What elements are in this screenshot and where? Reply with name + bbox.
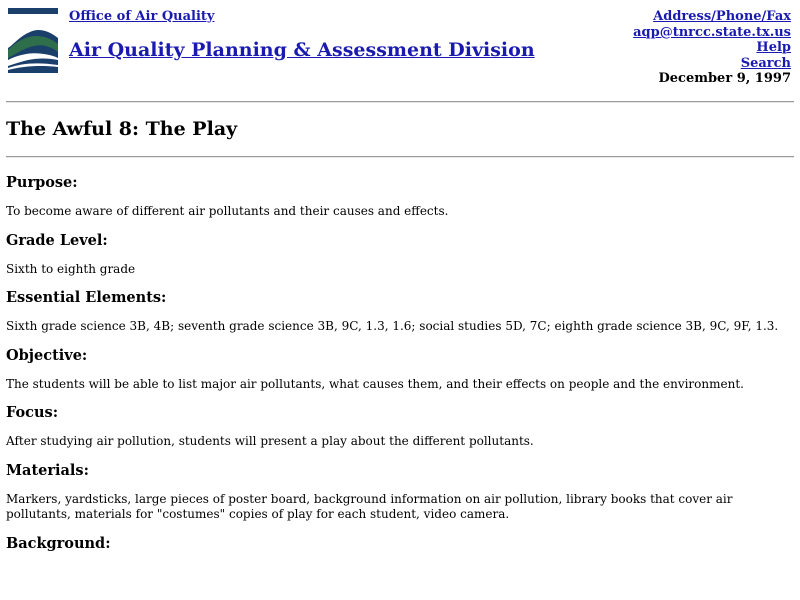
section-text: Markers, yardsticks, large pieces of poster board, background information on air pollution, library books that cover air pollutants, materials for "costumes" copies of play for each student, video camera. — [6, 491, 733, 521]
section-heading: Grade Level: — [6, 231, 108, 249]
office-of-air-quality-link[interactable]: Office of Air Quality — [69, 9, 215, 24]
section-materials — [6, 462, 794, 523]
title-divider — [6, 156, 794, 158]
section-heading: Objective: — [6, 346, 88, 364]
section-heading: Background: — [6, 534, 111, 552]
section-background — [6, 535, 794, 553]
section-focus — [6, 404, 794, 450]
section-essential-elements — [6, 289, 794, 335]
header-divider — [6, 101, 794, 103]
section-objective — [6, 347, 794, 393]
section-text: Sixth grade science 3B, 4B; seventh grade science 3B, 9C, 1.3, 1.6; social studies 5D, 7C; eighth grade science 3B, 9C, 9F, 1.3. — [6, 319, 779, 333]
address-phone-fax-link[interactable]: Address/Phone/Fax — [653, 9, 791, 24]
section-heading: Purpose: — [6, 174, 78, 191]
division-link[interactable]: Air Quality Planning & Assessment Division — [69, 39, 535, 61]
section-heading: Materials: — [6, 461, 89, 479]
lesson-content — [6, 174, 794, 553]
section-text: Sixth to eighth grade — [6, 261, 136, 276]
header-right-links — [633, 9, 791, 87]
email-link[interactable]: aqp@tnrcc.state.tx.us — [633, 24, 791, 40]
section-purpose — [6, 174, 794, 220]
help-link[interactable]: Help — [756, 40, 791, 55]
search-link[interactable]: Search — [740, 55, 791, 71]
section-text: To become aware of different air pollutants and their causes and effects. — [6, 204, 449, 218]
section-heading: Focus: — [6, 404, 59, 421]
section-text: After studying air pollution, students will present a play about the different pollutants. — [6, 434, 534, 448]
section-text: The students will be able to list major air pollutants, what causes them, and their effects on people and the environment. — [6, 376, 744, 391]
tnrcc-logo-icon[interactable] — [8, 8, 58, 73]
section-grade-level — [6, 232, 794, 278]
page-date: December 9, 1997 — [658, 71, 791, 86]
page-title: The Awful 8: The Play — [6, 118, 238, 140]
section-heading: Essential Elements: — [6, 289, 167, 306]
